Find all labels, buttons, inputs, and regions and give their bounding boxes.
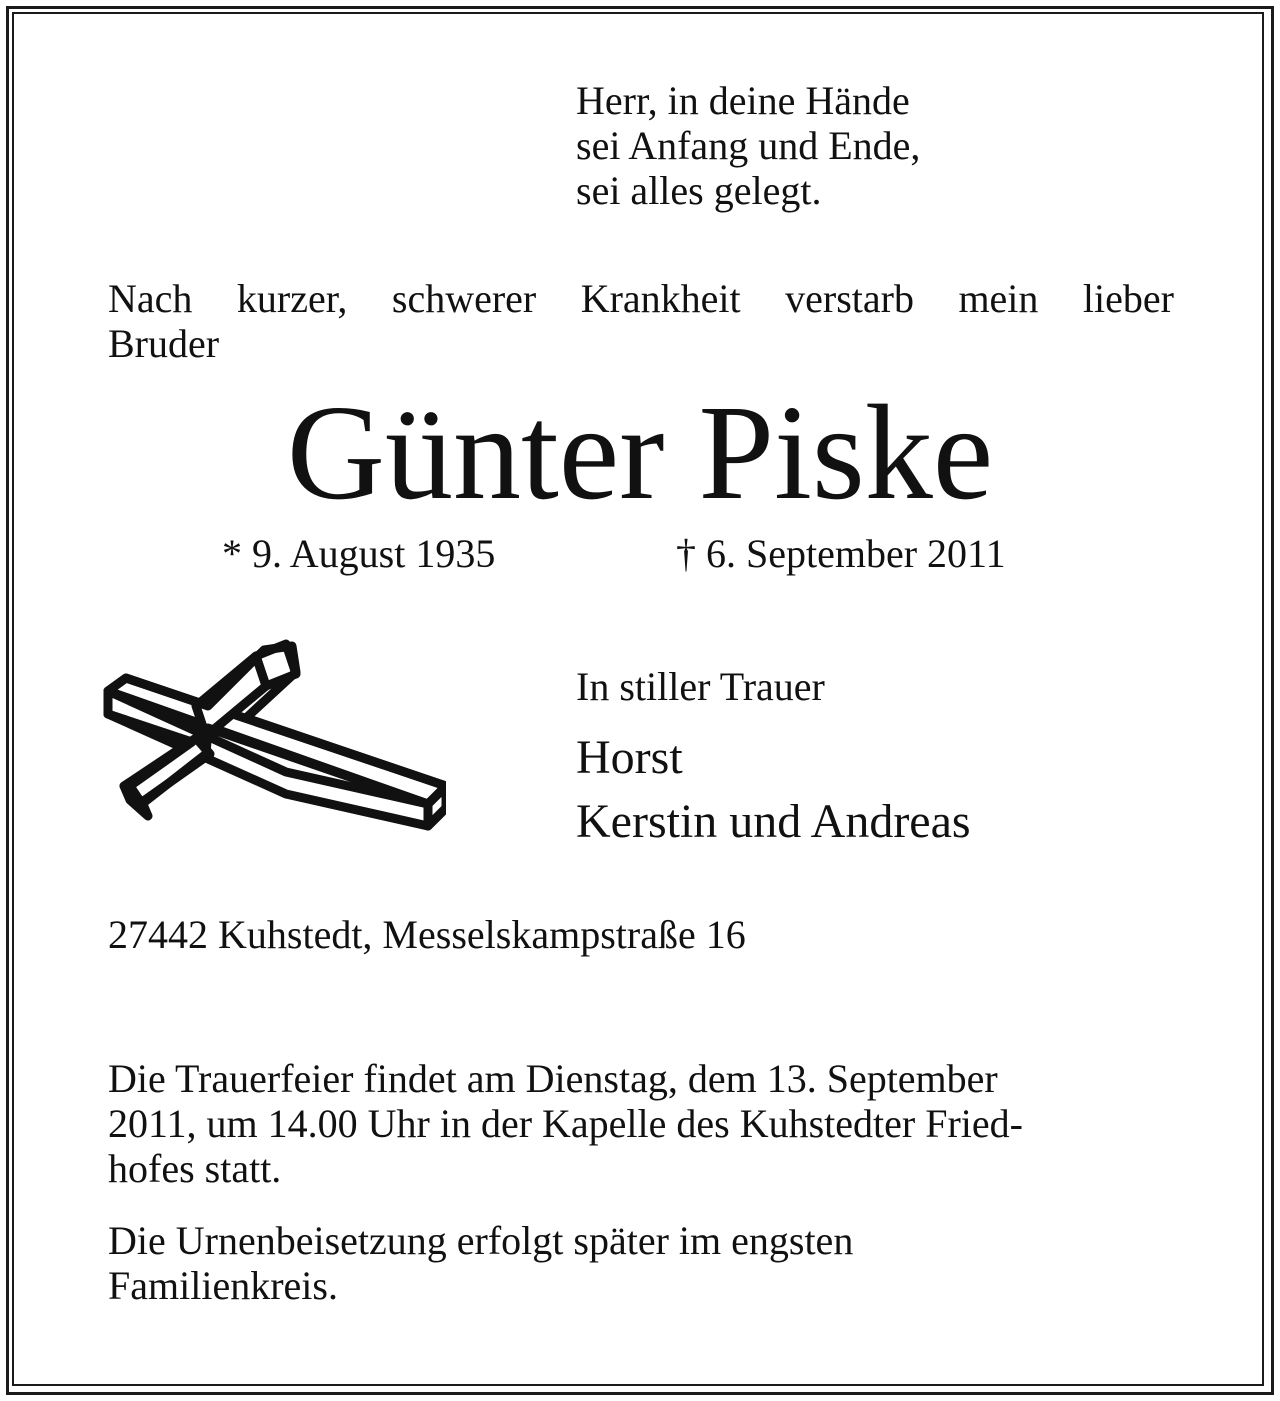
intro-word: mein xyxy=(958,276,1039,321)
intro-word: kurzer, xyxy=(236,276,348,321)
address: 27442 Kuhstedt, Messelskampstraße 16 xyxy=(108,912,746,957)
urn-notice xyxy=(108,1218,1174,1308)
intro-word: Nach xyxy=(108,276,193,321)
intro-word: verstarb xyxy=(785,276,914,321)
urn-line-2: Familienkreis. xyxy=(108,1263,338,1308)
verse-line-1: Herr, in deine Hände xyxy=(576,78,910,123)
intro-word: Krankheit xyxy=(580,276,741,321)
mourner-name: Horst xyxy=(576,731,683,784)
funeral-line-3: hofes statt. xyxy=(108,1146,282,1191)
death-date: † 6. September 2011 xyxy=(676,531,1006,576)
verse-line-2: sei Anfang und Ende, xyxy=(576,123,921,168)
mourner-name: Kerstin und Andreas xyxy=(576,795,971,848)
mourning-intro: In stiller Trauer xyxy=(576,664,825,709)
bible-verse xyxy=(576,78,920,213)
intro-word: schwerer xyxy=(391,276,537,321)
intro-line-1 xyxy=(108,276,1174,321)
deceased-name: Günter Piske xyxy=(286,378,994,528)
intro-line-2: Bruder xyxy=(108,321,220,366)
funeral-line-2: 2011, um 14.00 Uhr in der Kapelle des Kuhstedter Fried- xyxy=(108,1101,1023,1146)
intro-word: lieber xyxy=(1082,276,1174,321)
cross-icon xyxy=(96,636,446,846)
funeral-line-1: Die Trauerfeier findet am Dienstag, dem 13. September xyxy=(108,1056,998,1101)
birth-date: * 9. August 1935 xyxy=(222,531,496,576)
funeral-notice xyxy=(108,1056,1174,1191)
intro-text xyxy=(108,276,1174,366)
verse-line-3: sei alles gelegt. xyxy=(576,168,822,213)
urn-line-1: Die Urnenbeisetzung erfolgt später im engsten xyxy=(108,1218,854,1263)
